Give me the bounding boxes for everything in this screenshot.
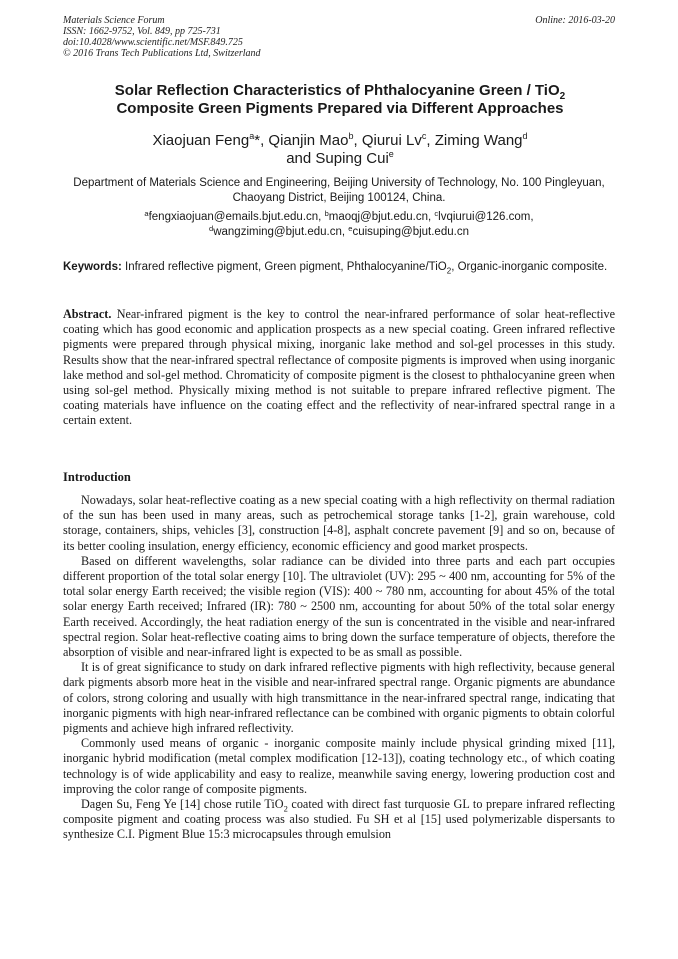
paper-title xyxy=(40,82,640,118)
keywords-text-2: , Organic-inorganic composite. xyxy=(451,261,608,273)
title-line-1: Solar Reflection Characteristics of Phthalocyanine Green / TiO xyxy=(114,82,560,99)
abstract-label: Abstract. xyxy=(63,307,112,321)
email-2[interactable]: maoqj@bjut.edu.cn, xyxy=(328,211,432,223)
abstract-text: Near-infrared pigment is the key to control the near-infrared performance of solar heat-reflective coating which has good economic and application prospects as a new special coating. Green infrared reflective pigments were prepared through physical mixing, inorganic lake method and sol-gel processes in this study. Results show that the near-infrared spectral reflectance of composite pigments is improved when using inorganic lake method and sol-gel method. Chromaticity of composite pigment is the closest to phthalocyanine green when using sol-gel method. Physically mixing method is not suitable to prepare infrared reflective pigment. The coating materials have influence on the coating effect and the reflectivity of near-infrared spectral range in a certain extent. xyxy=(63,307,615,428)
author-1: Xiaojuan Feng xyxy=(152,132,250,149)
introduction-body xyxy=(63,493,615,843)
author-3-affil-mark: c xyxy=(421,131,427,141)
section-heading-introduction: Introduction xyxy=(63,470,131,484)
author-4-affil-mark: d xyxy=(522,131,528,141)
keywords-label: Keywords: xyxy=(63,261,122,273)
doi-line: doi:10.4028/www.scientific.net/MSF.849.725 xyxy=(63,37,243,48)
email-2-mark: b xyxy=(324,209,329,218)
abstract xyxy=(63,307,615,429)
paragraph-5 xyxy=(63,797,615,843)
email-4-mark: d xyxy=(209,223,214,233)
author-5-affil-mark: e xyxy=(388,149,394,159)
title-subscript: 2 xyxy=(559,91,566,102)
author-2: Qianjin Mao xyxy=(268,132,349,149)
keywords xyxy=(63,260,615,275)
email-3-mark: c xyxy=(434,209,439,218)
author-list: Xiaojuan Feng$^a$*, Qianjin Mao$^b$, Qiurui Lv$^c$, Ziming Wang$^d$ and Suping Cui$^e$ xyxy=(152,131,528,167)
paragraph-5-part-a: Dagen Su, Feng Ye [14] chose rutile TiO xyxy=(81,797,284,812)
copyright-line: © 2016 Trans Tech Publications Ltd, Switzerland xyxy=(63,48,261,59)
title-line-2: Composite Green Pigments Prepared via Different Approaches xyxy=(116,100,564,117)
keywords-text-1: Infrared reflective pigment, Green pigment, Phthalocyanine/TiO xyxy=(125,261,447,273)
author-4: Ziming Wang xyxy=(434,132,523,149)
paragraph-3: It is of great significance to study on dark infrared reflective pigments with high reflectivity, because general dark pigments absorb more heat in the visible and near-infrared spectral range. Organic pigments are abundance of colors, strong coloring and usually with high transmittance in the near-infrared spectral range, indicating that inorganic pigments with high near-infrared reflectance can be combined with organic pigments to obtain colorful pigments and achieve high infrared reflectivity. xyxy=(63,660,615,736)
keywords-subscript: 2 xyxy=(446,266,452,276)
paragraph-5-part-b: coated with direct fast turquosie GL to prepare infrared reflecting composite pigment and coating process was also studied. Fu SH et al [15] used polymerizable dispersants to synthesize C.I. Pigment Blue 15:3 microcapsules through emulsion xyxy=(63,797,615,842)
paragraph-4: Commonly used means of organic - inorganic composite mainly include physical grinding mixed [11], inorganic hybrid modification (metal complex modification [12-13]), coating technology etc., of which coating technology is of wide applicability and easy to realize, meanwhile saving energy, lowering production cost and improving the color range of composite pigments. xyxy=(63,736,615,796)
email-1-mark: a xyxy=(144,209,149,218)
email-list xyxy=(63,210,615,239)
journal-header xyxy=(63,15,615,59)
affiliation: Department of Materials Science and Engineering, Beijing University of Technology, No. 100 Pingleyuan, Chaoyang District, Beijing 100124, China. xyxy=(73,177,605,204)
author-2-affil-mark: b xyxy=(348,131,354,141)
paragraph-5-subscript: 2 xyxy=(283,803,288,814)
author-3: Qiurui Lv xyxy=(361,132,422,149)
paragraph-2: Based on different wavelengths, solar radiance can be divided into three parts and each part occupies different proportion of the total solar energy [10]. The ultraviolet (UV): 295 ~ 400 nm, accounting for 5% of the total solar energy Earth received; the visible region (VIS): 400 ~ 780 nm, accounting for about 45% of the total solar energy Earth received; Infrared (IR): 780 ~ 2500 nm, accounting for about 50% of the total solar energy Earth received. Accordingly, the heat radiation energy of the sun is concentrated in the visible and near-infrared spectral region. Solar heat-reflective coating aims to bring down the surface temperature of objects, therefore the absorption of visible and near-infrared light is expected to be as small as possible. xyxy=(63,553,615,660)
email-5[interactable]: cuisuping@bjut.edu.cn xyxy=(352,225,469,238)
online-date: Online: 2016-03-20 xyxy=(535,15,615,26)
author-1-affil-mark: a xyxy=(249,131,255,141)
author-5: and Suping Cui xyxy=(286,150,389,167)
issn-line: ISSN: 1662-9752, Vol. 849, pp 725-731 xyxy=(63,26,221,37)
journal-name: Materials Science Forum xyxy=(63,15,165,26)
corresponding-star: * xyxy=(254,132,261,149)
email-3[interactable]: lvqiurui@126.com, xyxy=(438,211,534,223)
email-1[interactable]: fengxiaojuan@emails.bjut.edu.cn, xyxy=(148,211,322,223)
email-5-mark: e xyxy=(348,223,353,233)
email-4[interactable]: wangziming@bjut.edu.cn, xyxy=(213,225,346,238)
paragraph-1: Nowadays, solar heat-reflective coating as a new special coating with a high reflectivity on thermal radiation of the sun has been used in many areas, such as petrochemical storage tanks [1-2], grain warehouse, cold storage, containers, ships, vehicles [3], construction [4-8], asphalt concrete pavement [9] and so on, because of its better cooling insulation, energy efficiency, economic efficiency and good market prospects. xyxy=(63,493,615,553)
